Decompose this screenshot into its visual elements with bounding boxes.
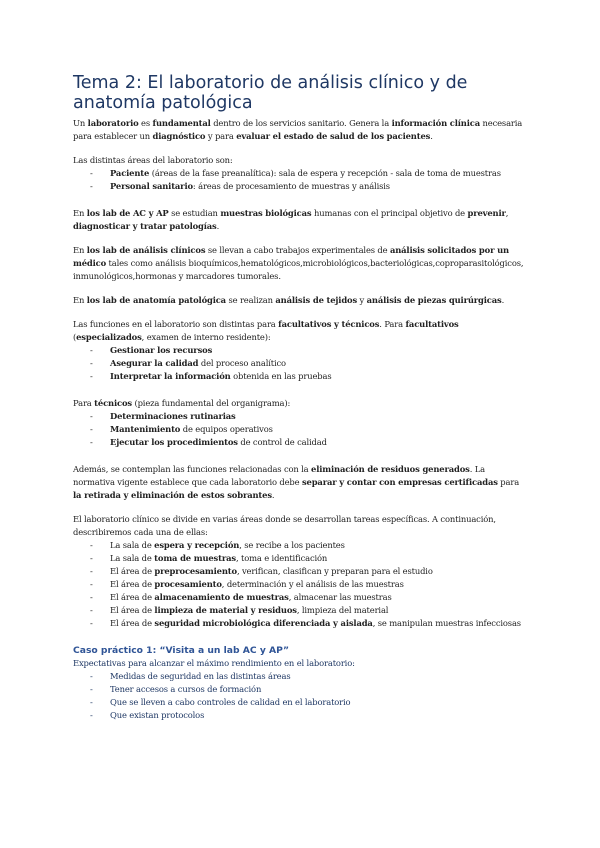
- list-item-text: Que se lleven a cabo controles de calidad en el laboratorio: [110, 697, 351, 707]
- list-item-text: Medidas de seguridad en las distintas áreas: [110, 671, 291, 681]
- bold-text: seguridad microbiológica diferenciada y aislada: [154, 618, 373, 628]
- bold-text: técnicos: [94, 398, 132, 408]
- case-study-intro: Expectativas para alcanzar el máximo rendimiento en el laboratorio:: [73, 658, 355, 668]
- text-run: tales como análisis bioquímicos,hematológicos,microbiológicos,bacteriológicas,coproparasitológicos, inmunológicos,hormonas y marcadores tumorales.: [73, 258, 524, 281]
- text-run: , limpieza del material: [296, 605, 389, 615]
- bold-text: Gestionar los recursos: [110, 345, 213, 355]
- text-run: , se recibe a los pacientes: [239, 540, 345, 550]
- list-item: [73, 410, 528, 423]
- text-run: , verifican, clasifican y preparan para el estudio: [236, 566, 433, 576]
- text-run: (áreas de la fase preanalítica): sala de espera y recepción - sala de toma de muestras: [149, 168, 501, 178]
- list-dash: -: [90, 579, 93, 589]
- list-item: [73, 423, 528, 436]
- case-study-heading: Caso práctico 1: “Visita a un lab AC y AP”: [73, 645, 290, 656]
- bold-text: Mantenimiento: [110, 424, 181, 434]
- list-item: [73, 591, 528, 604]
- text-run: El área de: [110, 618, 155, 628]
- text-run: En: [73, 245, 87, 255]
- text-run: (pieza fundamental del organigrama):: [131, 398, 291, 408]
- list-item: [73, 604, 528, 617]
- list-item: [73, 167, 528, 180]
- bold-text: la retirada y eliminación de estos sobrantes: [73, 490, 272, 500]
- text-run: , toma e identificación: [235, 553, 328, 563]
- list-item: [73, 565, 528, 578]
- text-run: En: [73, 295, 87, 305]
- bold-text: procesamiento: [154, 579, 222, 589]
- text-run: humanas con el principal objetivo de: [311, 208, 468, 218]
- areas-list: [73, 167, 528, 193]
- text-run: Además, se contemplan las funciones relacionadas con la: [73, 464, 312, 474]
- text-run: Las funciones en el laboratorio son distintas para: [73, 319, 279, 329]
- list-dash: -: [90, 553, 93, 563]
- list-item: [73, 357, 528, 370]
- bold-text: fundamental: [152, 118, 211, 128]
- list-dash: -: [90, 540, 93, 550]
- text-run: (: [73, 332, 77, 342]
- bold-text: especializados: [76, 332, 142, 342]
- bold-text: muestras biológicas: [220, 208, 312, 218]
- list-dash: -: [90, 437, 93, 447]
- list-item: [73, 578, 528, 591]
- bold-text: Determinaciones rutinarias: [110, 411, 236, 421]
- text-run: obtenida en las pruebas: [230, 371, 332, 381]
- lab-areas-list: [73, 539, 528, 630]
- text-run: .: [430, 131, 433, 141]
- text-run: se llevan a cabo trabajos experimentales de: [205, 245, 390, 255]
- bold-text: Paciente: [110, 168, 150, 178]
- list-item: [73, 670, 528, 683]
- text-run: , se manipulan muestras infecciosas: [372, 618, 521, 628]
- bold-text: los lab de AC y AP: [86, 208, 169, 218]
- intro-paragraph: [73, 117, 528, 143]
- bold-text: evaluar el estado de salud de los pacientes: [236, 131, 431, 141]
- text-run: La sala de: [110, 553, 155, 563]
- bold-text: análisis solicitados por un médico: [73, 245, 509, 268]
- list-item: [73, 696, 528, 709]
- bold-text: almacenamiento de muestras: [154, 592, 289, 602]
- text-run: y: [357, 295, 367, 305]
- text-run: de control de calidad: [237, 437, 327, 447]
- bold-text: Personal sanitario: [110, 181, 193, 191]
- text-run: se estudian: [168, 208, 221, 218]
- case-study-list: [73, 670, 528, 722]
- list-dash: -: [90, 411, 93, 421]
- text-run: para: [497, 477, 520, 487]
- list-dash: -: [90, 697, 93, 707]
- ac-ap-paragraph: [73, 207, 528, 233]
- bold-text: prevenir: [467, 208, 506, 218]
- clinical-lab-paragraph: [73, 244, 528, 283]
- text-run: Un: [73, 118, 88, 128]
- bold-text: eliminación de residuos generados: [311, 464, 470, 474]
- bold-text: Interpretar la información: [110, 371, 231, 381]
- text-run: se realizan: [225, 295, 276, 305]
- text-run: de equipos operativos: [180, 424, 273, 434]
- functions-paragraph: [73, 318, 528, 344]
- areas-intro-paragraph: [73, 154, 528, 167]
- list-dash: -: [90, 684, 93, 694]
- list-dash: -: [90, 710, 93, 720]
- list-dash: -: [90, 671, 93, 681]
- bold-text: facultativos: [405, 319, 459, 329]
- list-item: [73, 370, 528, 383]
- list-dash: -: [90, 566, 93, 576]
- text-run: y para: [205, 131, 237, 141]
- waste-paragraph: [73, 463, 528, 502]
- list-dash: -: [90, 592, 93, 602]
- text-run: . La normativa vigente establece que cada laboratorio debe: [73, 464, 485, 487]
- list-dash: -: [90, 605, 93, 615]
- tecnicos-list: [73, 410, 528, 449]
- list-item: [73, 552, 528, 565]
- list-dash: -: [90, 181, 93, 191]
- bold-text: análisis de piezas quirúrgicas: [366, 295, 502, 305]
- bold-text: los lab de anatomía patológica: [86, 295, 226, 305]
- pathology-lab-paragraph: [73, 294, 528, 307]
- document-body: [73, 73, 528, 733]
- lab-areas-paragraph: [73, 513, 528, 539]
- bold-text: Asegurar la calidad: [110, 358, 199, 368]
- text-run: .: [271, 490, 275, 500]
- tecnicos-paragraph: [73, 397, 528, 410]
- text-run: El área de: [110, 592, 155, 602]
- bold-text: análisis de tejidos: [275, 295, 358, 305]
- list-dash: -: [90, 168, 93, 178]
- list-dash: -: [90, 358, 93, 368]
- text-run: ,: [505, 208, 509, 218]
- text-run: .: [216, 221, 220, 231]
- list-item: [73, 683, 528, 696]
- list-item: [73, 436, 528, 449]
- list-item: [73, 709, 528, 722]
- bold-text: facultativos y técnicos: [278, 319, 380, 329]
- text-run: .: [501, 295, 505, 305]
- bold-text: Ejecutar los procedimientos: [110, 437, 238, 447]
- text-run: es: [138, 118, 153, 128]
- text-run: Para: [73, 398, 95, 408]
- bold-text: preprocesamiento: [154, 566, 237, 576]
- text-run: La sala de: [110, 540, 155, 550]
- list-dash: -: [90, 424, 93, 434]
- list-item-text: Tener accesos a cursos de formación: [110, 684, 262, 694]
- bold-text: espera y recepción: [154, 540, 240, 550]
- text-run: El área de: [110, 579, 155, 589]
- list-dash: -: [90, 371, 93, 381]
- text-run: . Para: [379, 319, 406, 329]
- text-run: El área de: [110, 566, 155, 576]
- list-item: [73, 180, 528, 193]
- text-run: dentro de los servicios sanitario. Genera la: [210, 118, 392, 128]
- bold-text: información clínica: [391, 118, 481, 128]
- bold-text: laboratorio: [87, 118, 139, 128]
- page-title: Tema 2: El laboratorio de análisis clínico y de anatomía patológica: [73, 73, 468, 113]
- facultativos-list: [73, 344, 528, 383]
- list-dash: -: [90, 618, 93, 628]
- list-item: [73, 617, 528, 630]
- bold-text: diagnosticar y tratar patologías: [73, 221, 217, 231]
- bold-text: toma de muestras: [154, 553, 236, 563]
- list-dash: -: [90, 345, 93, 355]
- text-run: , determinación y el análisis de las muestras: [221, 579, 404, 589]
- bold-text: los lab de análisis clínicos: [86, 245, 206, 255]
- text-run: El área de: [110, 605, 155, 615]
- text-run: necesaria para establecer un: [73, 118, 523, 141]
- bold-text: separar y contar con empresas certificadas: [301, 477, 498, 487]
- text-run: : áreas de procesamiento de muestras y análisis: [192, 181, 390, 191]
- text-run: , examen de interno residente):: [141, 332, 271, 342]
- text-run: del proceso analítico: [198, 358, 286, 368]
- list-item: [73, 344, 528, 357]
- text-run: El laboratorio clínico se divide en varias áreas donde se desarrollan tareas específicas. A continuación, describiremos cada una de ellas:: [73, 514, 496, 537]
- list-item: [73, 539, 528, 552]
- text-run: , almacenar las muestras: [288, 592, 392, 602]
- bold-text: diagnóstico: [152, 131, 206, 141]
- list-item-text: Que existan protocolos: [110, 710, 205, 720]
- text-run: En: [73, 208, 87, 218]
- text-run: Las distintas áreas del laboratorio son:: [73, 155, 233, 165]
- bold-text: limpieza de material y residuos: [154, 605, 297, 615]
